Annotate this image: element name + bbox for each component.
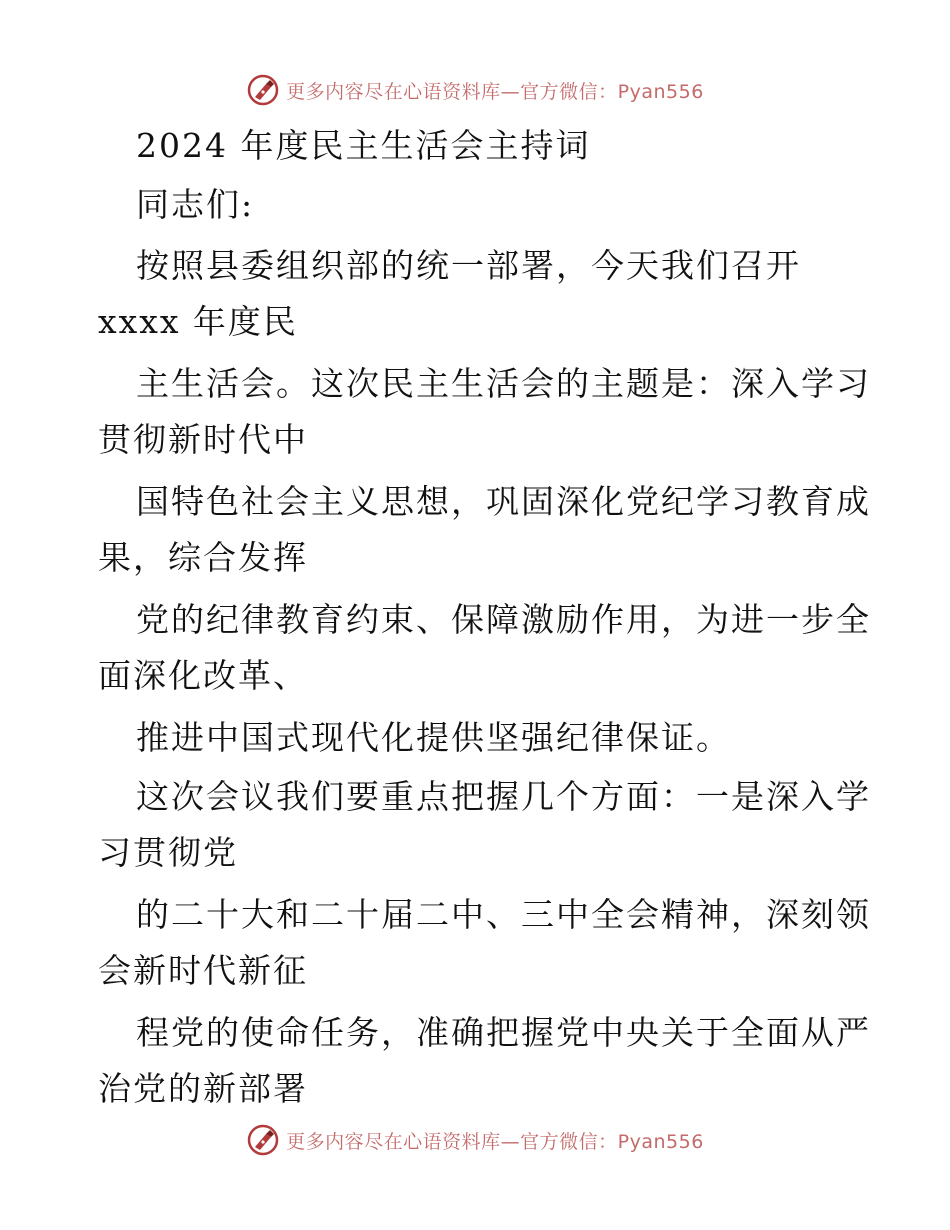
text-line: xxxx 年度民 (98, 302, 298, 341)
header-watermark (0, 70, 950, 110)
salutation: 同志们: (136, 185, 255, 224)
pen-nib-logo-icon (246, 1123, 280, 1157)
pen-nib-logo-icon (246, 73, 280, 107)
text-line: 果，综合发挥 (98, 538, 308, 577)
text-line: 党的纪律教育约束、保障激励作用，为进一步全 (136, 600, 871, 639)
text-line: 治党的新部署 (98, 1069, 308, 1108)
text-line: 国特色社会主义思想，巩固深化党纪学习教育成 (136, 482, 871, 521)
text-line: 习贯彻党 (98, 833, 238, 872)
text-line: 贯彻新时代中 (98, 420, 308, 459)
text-line: 面深化改革、 (98, 656, 308, 695)
text-line: 主生活会。这次民主生活会的主题是：深入学习 (136, 364, 871, 403)
text-line: 按照县委组织部的统一部署，今天我们召开 (136, 246, 801, 285)
text-line: 会新时代新征 (98, 951, 308, 990)
text-line: 程党的使命任务，准确把握党中央关于全面从严 (136, 1013, 871, 1052)
footer-watermark (0, 1120, 950, 1160)
text-line: 推进中国式现代化提供坚强纪律保证。 (136, 718, 731, 757)
watermark-text: 更多内容尽在心语资料库—官方微信：Pyan556 (286, 1130, 704, 1153)
text-line: 这次会议我们要重点把握几个方面：一是深入学 (136, 777, 871, 816)
watermark-text: 更多内容尽在心语资料库—官方微信：Pyan556 (286, 80, 704, 103)
document-title: 2024 年度民主生活会主持词 (136, 126, 591, 165)
text-line: 的二十大和二十届二中、三中全会精神，深刻领 (136, 895, 871, 934)
